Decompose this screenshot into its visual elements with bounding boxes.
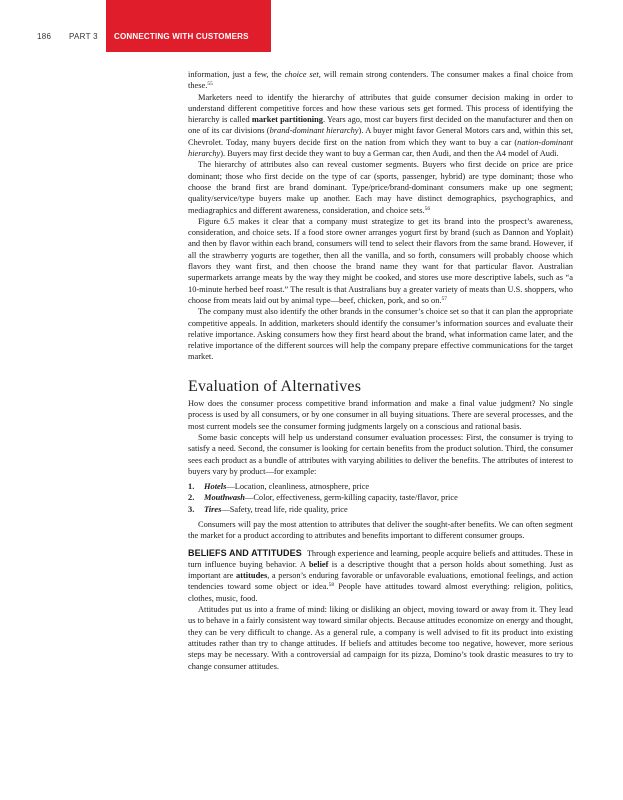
chapter-banner	[106, 0, 271, 52]
list-item: 2. Mouthwash—Color, effectiveness, germ-killing capacity, taste/flavor, price	[188, 493, 458, 503]
part-label: PART 3	[69, 32, 98, 41]
footnote-ref: 56	[424, 205, 431, 212]
paragraph-choice-set: information, just a few, the choice set, will remain strong contenders. The consumer makes a final choice from these.$^{55}$	[188, 70, 573, 91]
footnote-ref: 58	[328, 582, 335, 589]
section-heading: Evaluation of Alternatives	[188, 377, 362, 395]
paragraph-customer-segments: The hierarchy of attributes also can reveal customer segments. Buyers who first decide on price are price dominant; those who first decide on the type of car (sports, passenger, hybrid) are type dominant; those who choose the brand first are brand dominant. Type/price/brand-dominant consumers make up one segment; quality/service/type buyers make up another. Each may have distinct demographics, psychographics, and mediagraphics and different awareness, consideration, and choice sets.$^{56}$	[188, 160, 573, 215]
paragraph-basic-concepts: Some basic concepts will help us understand consumer evaluation processes: First, the consumer is trying to satisfy a need. Second, the consumer is looking for certain benefits from the product solution. Third, the consumer sees each product as a bundle of attributes with varying abilities to deliver the benefits. The attributes of interest to buyers vary by product—for example:	[188, 432, 573, 476]
page-header	[0, 0, 623, 52]
paragraph-market-partitioning: Marketers need to identify the hierarchy of attributes that guide consumer decision making in order to understand different competitive forces and how these various sets get formed. This process of identifying the hierarchy is called market partitioning. Years ago, most car buyers first decided on the manufacturer and then on one of its car divisions (brand-dominant hierarchy). A buyer might favor General Motors cars and, within this set, Chevrolet. Today, many buyers decide first on the nation from which they want to buy a car (nation-dominant hierarchy). Buyers may first decide they want to buy a German car, then Audi, and then the A4 model of Audi.	[188, 92, 573, 159]
subsection-heading: BELIEFS AND ATTITUDES	[188, 547, 302, 558]
paragraph-attitude-change: Attitudes put us into a frame of mind: liking or disliking an object, moving toward or away from it. They lead us to behave in a fairly consistent way toward similar objects. Because attitudes economize on energy and thought, they can be very difficult to change. As a general rule, a company is well advised to fit its product into existing attitudes rather than try to change attitudes. If beliefs and attitudes become too negative, however, more serious steps may be necessary. With a controversial ad campaign for its pizza, Domino’s took drastic measures to try to change consumer attitudes.	[188, 605, 573, 671]
main-text	[188, 69, 573, 672]
page-number: 186	[37, 32, 52, 41]
paragraph-figure-reference: Figure 6.5 makes it clear that a company must strategize to get its brand into the prospect’s awareness, consideration, and choice sets. If a food store owner arranges yogurt first by brand (such as Dannon and Yoplait) and then by flavor within each brand, consumers will tend to select their flavors from the same brand. However, if all the strawberry yogurts are together, then all the vanilla, and so forth, consumers will probably choose which flavors they want first, and then choose the brand name they want for that particular flavor. Australian supermarkets arrange meats by the way they might be cooked, and stores use more descriptive labels, such as “a 10-minute herbed beef roast.” The result is that Australians buy a greater variety of meats than U.S. shoppers, who choose from meats laid out by animal type—beef, chicken, pork, and so on.$^{57}$	[188, 216, 573, 305]
key-term-attitudes: attitudes	[236, 571, 268, 581]
footnote-ref: 57	[441, 295, 448, 302]
paragraph-evaluation-intro: How does the consumer process competitive brand information and make a final value judgment? No single process is used by all consumers, or by one consumer in all buying situations. There are several processes, and the most current models see the consumer forming judgments largely on a conscious and rational basis.	[188, 399, 573, 431]
list-item: 3. Tires—Safety, tread life, ride quality, price	[188, 504, 348, 514]
paragraph-competitive-appeals: The company must also identify the other brands in the consumer’s choice set so that it can plan the appropriate competitive appeals. In addition, marketers should identify the consumer’s information sources and evaluate their relative importance. Asking consumers how they first heard about the brand, what information came later, and the relative importance of the different sources will help the company prepare effective communications for the target market.	[188, 307, 573, 362]
key-term-belief: belief	[308, 559, 329, 569]
footnote-ref: 55	[207, 81, 213, 88]
paragraph-sought-benefits: Consumers will pay the most attention to attributes that deliver the sought-after benefits. We can often segment the market for a product according to attributes and benefits important to different consumer groups.	[188, 519, 573, 541]
paragraph-beliefs-attitudes: BELIEFS AND ATTITUDES Through experience and learning, people acquire beliefs and attitudes. These in turn influence buying behavior. A belief is a descriptive thought that a person holds about something. Just as important are attitudes, a person’s enduring favorable or unfavorable evaluations, emotional feelings, and action tendencies toward some object or idea.$^{58}$ People have attitudes toward almost everything: religion, politics, clothes, music, food.	[188, 547, 573, 603]
chapter-title: CONNECTING WITH CUSTOMERS	[114, 32, 249, 41]
key-term-market-partitioning: market partitioning	[251, 115, 323, 125]
attribute-examples-list	[188, 481, 573, 515]
list-item: 1. Hotels—Location, cleanliness, atmosphere, price	[188, 482, 370, 492]
